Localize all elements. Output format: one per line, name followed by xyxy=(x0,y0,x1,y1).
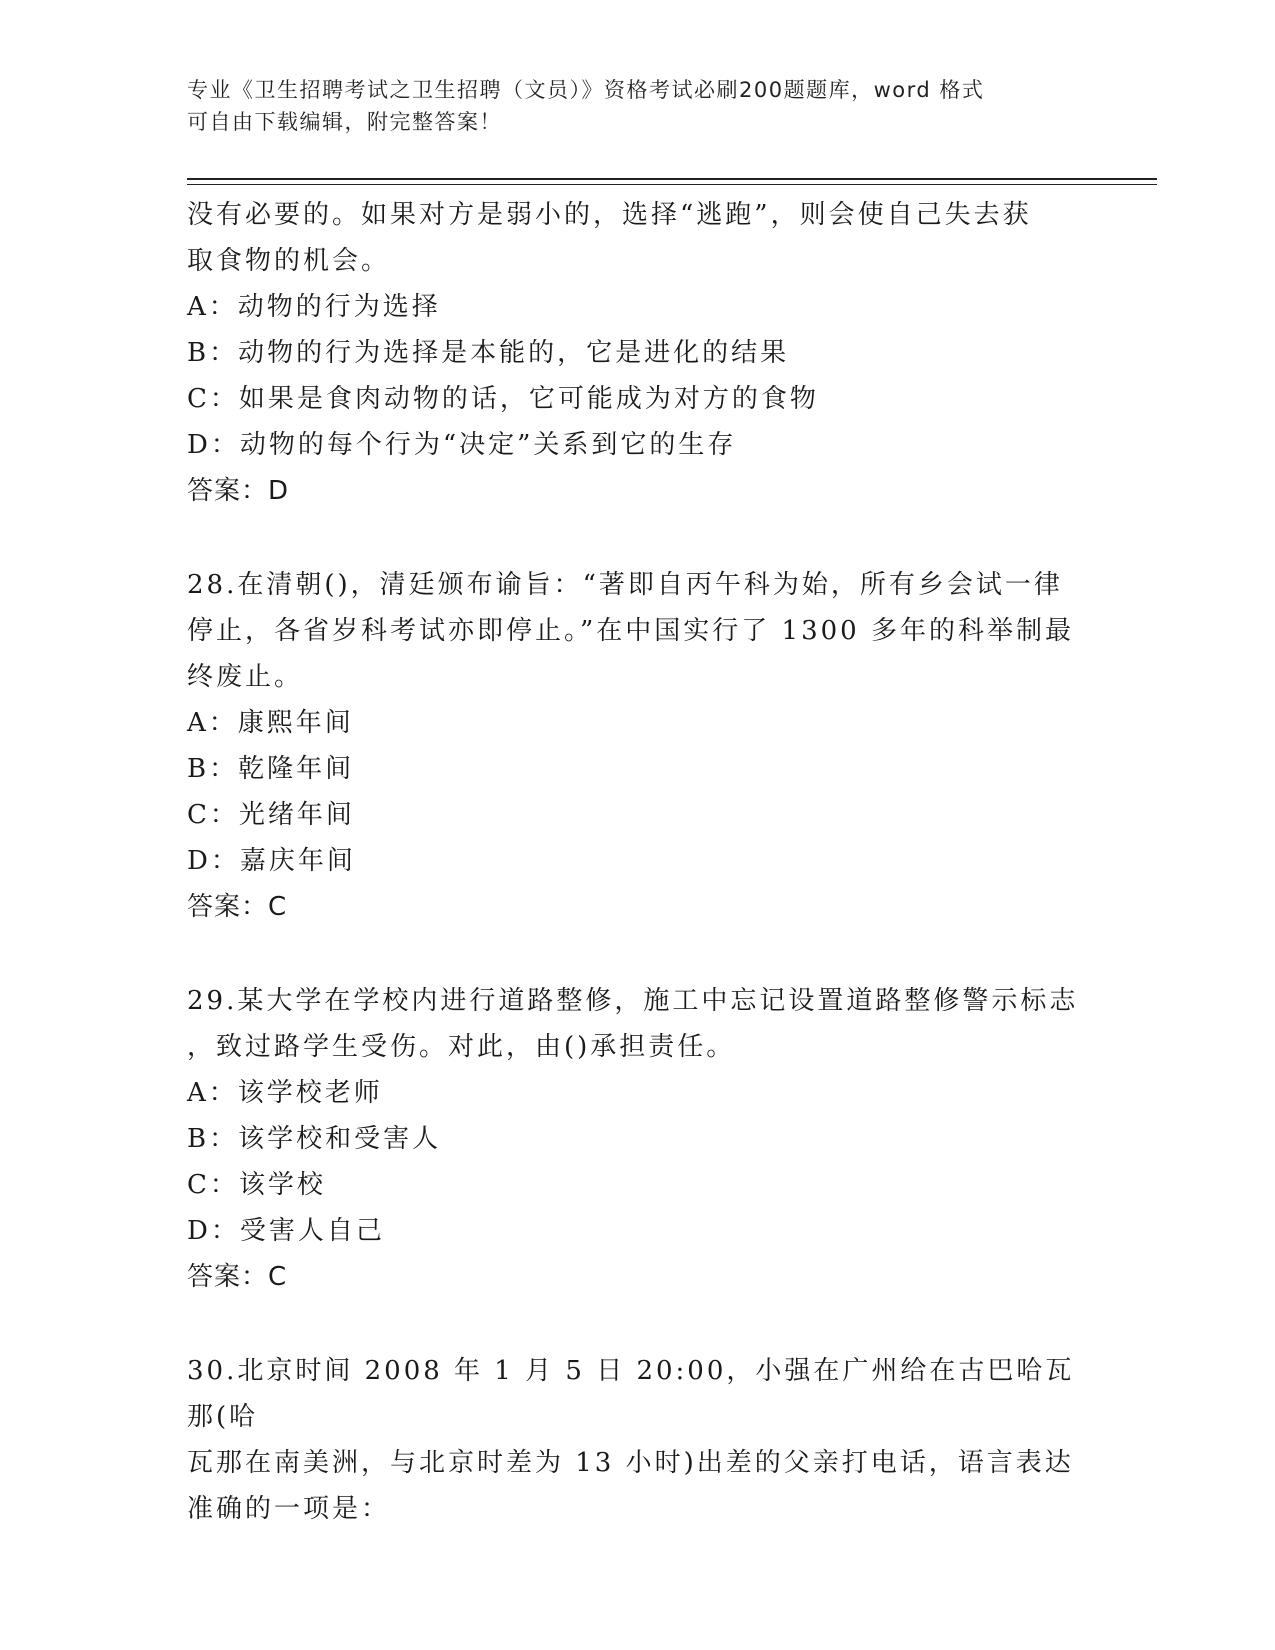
header-divider-thick xyxy=(187,178,1157,180)
document-header xyxy=(187,74,1087,138)
spacer xyxy=(187,514,1087,562)
question-text-line: 29.某大学在学校内进行道路整修，施工中忘记设置道路整修警示标志 xyxy=(187,986,1079,1016)
question-27-continuation xyxy=(187,192,1087,514)
question-text-line: 准确的一项是： xyxy=(187,1494,391,1524)
option-c: C：如果是食肉动物的话，它可能成为对方的食物 xyxy=(187,384,819,414)
option-a: A：康熙年间 xyxy=(187,708,354,738)
question-text-line: 30.北京时间 2008 年 1 月 5 日 20:00，小强在广州给在古巴哈瓦那(哈 xyxy=(187,1356,1075,1432)
question-30 xyxy=(187,1348,1087,1532)
option-d: D：受害人自己 xyxy=(187,1216,385,1246)
question-text-line: 停止，各省岁科考试亦即停止。”在中国实行了 1300 多年的科举制最 xyxy=(187,616,1074,646)
option-a: A：动物的行为选择 xyxy=(187,292,441,322)
option-c: C：光绪年间 xyxy=(187,800,355,830)
option-c: C：该学校 xyxy=(187,1170,326,1200)
spacer xyxy=(187,930,1087,978)
document-body xyxy=(187,192,1087,1532)
answer-label: 答案：C xyxy=(187,1262,288,1292)
option-d: D：动物的每个行为“决定”关系到它的生存 xyxy=(187,430,737,460)
option-d: D：嘉庆年间 xyxy=(187,846,356,876)
question-text-line: 没有必要的。如果对方是弱小的，选择“逃跑”，则会使自己失去获 xyxy=(187,200,1032,230)
question-text-line: 28.在清朝()，清廷颁布谕旨：“著即自丙午科为始，所有乡会试一律 xyxy=(187,570,1063,600)
answer-label: 答案：D xyxy=(187,476,290,506)
question-text-line: ，致过路学生受伤。对此，由()承担责任。 xyxy=(187,1032,736,1062)
header-line-2: 可自由下载编辑，附完整答案！ xyxy=(187,110,502,134)
question-text-line: 终废止。 xyxy=(187,662,304,692)
question-text-line: 取食物的机会。 xyxy=(187,246,391,276)
spacer xyxy=(187,1300,1087,1348)
option-b: B：乾隆年间 xyxy=(187,754,355,784)
header-divider-thin xyxy=(187,184,1157,185)
question-text-line: 瓦那在南美洲，与北京时差为 13 小时)出差的父亲打电话，语言表达 xyxy=(187,1448,1074,1478)
header-line-1: 专业《卫生招聘考试之卫生招聘（文员）》资格考试必刷200题题库，word 格式 xyxy=(187,78,985,102)
question-28 xyxy=(187,562,1087,930)
question-29 xyxy=(187,978,1087,1300)
option-b: B：该学校和受害人 xyxy=(187,1124,442,1154)
option-b: B：动物的行为选择是本能的，它是进化的结果 xyxy=(187,338,790,368)
option-a: A：该学校老师 xyxy=(187,1078,383,1108)
answer-label: 答案：C xyxy=(187,892,288,922)
